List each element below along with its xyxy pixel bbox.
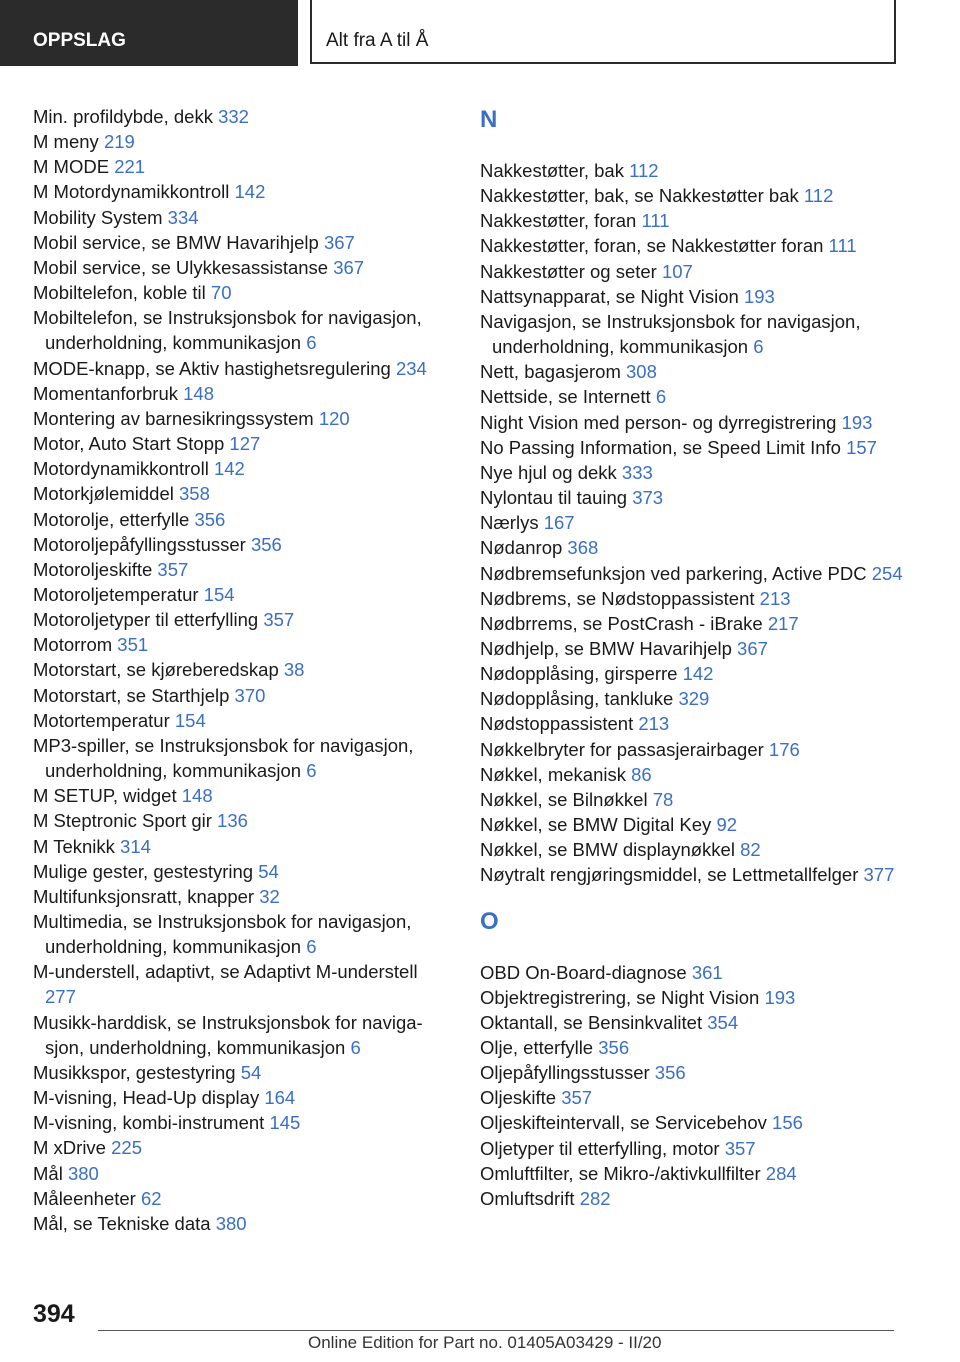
index-entry-text: Nettside, se Internett	[480, 386, 656, 408]
index-entry	[480, 561, 920, 586]
index-entry	[33, 557, 453, 582]
page-reference-link[interactable]: 32	[259, 885, 280, 907]
index-entry	[33, 783, 453, 808]
page-reference-link[interactable]: 62	[140, 1187, 162, 1209]
index-entry	[480, 284, 920, 309]
index-entry	[33, 657, 453, 682]
page-reference-link[interactable]: 357	[561, 1087, 593, 1109]
index-entry	[480, 661, 920, 686]
index-entry-text: M Motordynamikkontroll	[33, 181, 235, 203]
index-entry-text: Nødopplåsing, tankluke	[480, 688, 679, 710]
index-entry-text: Motorolje, etterfylle	[33, 508, 195, 530]
index-entry	[480, 359, 920, 384]
index-entry	[480, 960, 920, 985]
page-reference-link[interactable]: 334	[167, 206, 199, 228]
index-entry	[480, 435, 920, 460]
index-entry-text: M MODE	[33, 156, 115, 178]
index-entry-text: Måleenheter	[33, 1187, 141, 1209]
page-reference-link[interactable]: 213	[759, 587, 791, 609]
index-entry	[33, 834, 453, 859]
index-entry-text: Motorstart, se kjøreberedskap	[33, 659, 284, 681]
page-reference-link[interactable]: 6	[306, 936, 317, 958]
index-entry-text: Mål, se Tekniske data	[33, 1212, 216, 1234]
index-entry-text: Oljepåfyllingsstusser	[480, 1062, 655, 1084]
index-entry-text: Omluftsdrift	[480, 1187, 580, 1209]
index-entry	[33, 431, 453, 456]
index-column-right	[480, 104, 920, 1211]
index-entry-text: Motordynamikkontroll	[33, 458, 214, 480]
index-entry	[480, 208, 920, 233]
index-entry-text: Mål	[33, 1162, 68, 1184]
index-entry	[480, 586, 920, 611]
index-entry-text: Nøkkel, mekanisk	[480, 763, 632, 785]
page-number: 394	[33, 1300, 75, 1328]
page-reference-link[interactable]: 357	[263, 609, 295, 631]
index-entry-text: MP3-spiller, se Instruksjonsbok for navigasjon, underholdning, kommunikasjon	[33, 734, 414, 782]
index-entry	[33, 456, 453, 481]
index-entry-text: Nødbrems, se Nødstoppassistent	[480, 587, 760, 609]
index-entry-text: M-visning, kombi-instrument	[33, 1112, 270, 1134]
page-reference-link[interactable]: 370	[234, 684, 266, 706]
page-reference-link[interactable]: 6	[306, 760, 317, 782]
index-entry	[480, 711, 920, 736]
page-reference-link[interactable]: 164	[264, 1087, 296, 1109]
index-entry-text: No Passing Information, se Speed Limit Info	[480, 436, 847, 458]
index-entry-text: Min. profildybde, dekk	[33, 106, 219, 127]
index-entry	[33, 708, 453, 733]
index-entry-text: Montering av barnesikringssystem	[33, 407, 319, 429]
page-reference-link[interactable]: 377	[863, 864, 895, 886]
index-entry	[33, 305, 453, 355]
page-reference-link[interactable]: 154	[203, 583, 235, 605]
index-entry	[33, 1110, 453, 1135]
index-entry-text: M Teknikk	[33, 835, 121, 857]
page-reference-link[interactable]: 333	[621, 461, 653, 483]
footer-divider	[98, 1330, 894, 1331]
index-entry-text: Nøkkelbryter for passasjerairbager	[480, 738, 769, 760]
index-entry	[33, 733, 453, 783]
page-reference-link[interactable]: 82	[740, 839, 761, 861]
page-reference-link[interactable]: 92	[716, 814, 738, 836]
index-entry-text: Motorkjølemiddel	[33, 483, 179, 505]
page-reference-link[interactable]: 167	[543, 512, 575, 534]
page-reference-link[interactable]: 380	[67, 1162, 99, 1184]
index-entry	[33, 532, 453, 557]
page-reference-link[interactable]: 284	[765, 1162, 797, 1184]
page-reference-link[interactable]: 308	[626, 361, 657, 383]
index-entry	[33, 205, 453, 230]
index-entry	[33, 104, 453, 129]
index-entry	[480, 1136, 920, 1161]
page-reference-link[interactable]: 367	[737, 637, 768, 659]
edition-info: Online Edition for Part no. 01405A03429 - II/20	[308, 1333, 662, 1352]
index-entry	[33, 129, 453, 154]
page-reference-link[interactable]: 234	[395, 357, 427, 379]
page-reference-link[interactable]: 368	[567, 537, 599, 559]
page-reference-link[interactable]: 157	[846, 436, 877, 458]
index-entry	[480, 309, 920, 359]
page-reference-link[interactable]: 356	[194, 508, 226, 530]
page-reference-link[interactable]: 176	[768, 738, 800, 760]
index-entry	[480, 259, 920, 284]
page-reference-link[interactable]: 367	[333, 256, 365, 278]
index-entry	[33, 632, 453, 657]
index-entry	[33, 1135, 453, 1160]
index-entry-text: Oljeskifte	[480, 1087, 562, 1109]
page-reference-link[interactable]: 154	[174, 709, 206, 731]
index-entry-text: Nye hjul og dekk	[480, 461, 622, 483]
page-reference-link[interactable]: 142	[213, 458, 245, 480]
index-entry	[33, 808, 453, 833]
index-entry	[480, 410, 920, 435]
index-entry-text: Omluftfilter, se Mikro-/aktivkullfilter	[480, 1162, 766, 1184]
index-entry-text: Motoroljeskifte	[33, 558, 158, 580]
index-entry	[480, 535, 920, 560]
chapter-title: Alt fra A til Å	[310, 0, 896, 64]
page-reference-link[interactable]: 351	[117, 634, 149, 656]
index-entry	[480, 636, 920, 661]
index-entry-text: Musikk-harddisk, se Instruksjonsbok for navigasjon, underholdning, kommunikasjon	[33, 1011, 423, 1058]
page-reference-link[interactable]: 380	[215, 1212, 247, 1234]
page-reference-link[interactable]: 329	[678, 688, 710, 710]
index-entry-text: Motoroljetemperatur	[33, 583, 204, 605]
page-reference-link[interactable]: 6	[655, 386, 667, 408]
index-entry	[480, 1035, 920, 1060]
page-reference-link[interactable]: 361	[691, 961, 723, 983]
page-reference-link[interactable]: 357	[157, 558, 189, 580]
page-reference-link[interactable]: 148	[183, 382, 214, 404]
page-reference-link[interactable]: 357	[724, 1137, 756, 1159]
index-entry-text: Musikkspor, gestestyring	[33, 1061, 241, 1083]
index-entry	[33, 582, 453, 607]
page-reference-link[interactable]: 70	[210, 282, 232, 304]
index-entry-text: Nødbrrems, se PostCrash - iBrake	[480, 612, 768, 634]
index-entry	[480, 862, 920, 887]
index-entry	[33, 381, 453, 406]
index-entry-text: Nakkestøtter, bak	[480, 160, 630, 181]
index-entry-text: Nøkkel, se Bilnøkkel	[480, 788, 653, 810]
page-reference-link[interactable]: 356	[250, 533, 282, 555]
page-reference-link[interactable]: 219	[103, 131, 135, 153]
index-entry-text: Oljeskifteintervall, se Servicebehov	[480, 1112, 773, 1134]
index-entry-text: Nøytralt rengjøringsmiddel, se Lettmetallfelger	[480, 864, 864, 886]
index-entry	[480, 787, 920, 812]
index-entry	[480, 1085, 920, 1110]
index-entry-text: Night Vision med person- og dyrregistrering	[480, 411, 842, 433]
index-entry	[33, 859, 453, 884]
page-reference-link[interactable]: 254	[871, 562, 903, 584]
page-reference-link[interactable]: 193	[841, 411, 873, 433]
index-entry-text: Nakkestøtter, foran	[480, 210, 642, 232]
index-entry	[33, 356, 453, 381]
index-entry-text: Navigasjon, se Instruksjonsbok for navigasjon, underholdning, kommunikasjon	[480, 310, 861, 358]
section-tab: OPPSLAG	[0, 0, 298, 66]
index-entry	[33, 179, 453, 204]
index-entry	[480, 460, 920, 485]
index-entry-text: Nakkestøtter, foran, se Nakkestøtter foran	[480, 235, 829, 257]
index-entry-text: Oljetyper til etterfylling, motor	[480, 1137, 725, 1159]
index-entry-text: Momentanforbruk	[33, 382, 184, 404]
index-entry-text: Mulige gester, gestestyring	[33, 860, 259, 882]
index-entry	[33, 884, 453, 909]
index-entry-text: Mobiltelefon, se Instruksjonsbok for navigasjon, underholdning, kommunikasjon	[33, 307, 422, 354]
index-entry-text: OBD On-Board-diagnose	[480, 961, 692, 983]
index-entry	[33, 1060, 453, 1085]
index-entry	[33, 507, 453, 532]
index-entry-text: Motorrom	[33, 634, 118, 656]
index-entry-text: Motoroljetyper til etterfylling	[33, 609, 264, 631]
index-entry	[33, 683, 453, 708]
index-entry	[33, 1085, 453, 1110]
page-reference-link[interactable]: 38	[283, 659, 305, 681]
index-entry-text: Olje, etterfylle	[480, 1037, 599, 1058]
page-reference-link[interactable]: 107	[661, 260, 693, 282]
index-entry-text: Motorstart, se Starthjelp	[33, 684, 235, 706]
index-entry	[33, 1211, 453, 1236]
page-reference-link[interactable]: 221	[114, 156, 146, 178]
index-entry	[33, 154, 453, 179]
page-reference-link[interactable]: 193	[743, 285, 775, 307]
index-entry-text: MODE-knapp, se Aktiv hastighetsregulering	[33, 357, 396, 379]
index-entry	[480, 158, 920, 183]
index-entry-text: Nødstoppassistent	[480, 713, 639, 735]
index-entry	[480, 510, 920, 535]
page-reference-link[interactable]: 367	[323, 231, 355, 253]
index-entry	[33, 909, 453, 959]
page-reference-link[interactable]: 145	[269, 1112, 301, 1134]
index-entry-text: Nødbremsefunksjon ved parkering, Active PDC	[480, 562, 872, 584]
index-entry	[480, 611, 920, 636]
page-reference-link[interactable]: 120	[318, 407, 350, 429]
index-entry	[33, 607, 453, 632]
index-entry	[33, 481, 453, 506]
page-reference-link[interactable]: 6	[753, 336, 764, 358]
index-entry-text: Mobil service, se Ulykkesassistanse	[33, 256, 334, 278]
page-reference-link[interactable]: 54	[240, 1061, 262, 1083]
page-reference-link[interactable]: 6	[350, 1036, 361, 1058]
index-entry	[480, 485, 920, 510]
index-entry-text: Motor, Auto Start Stopp	[33, 433, 230, 455]
page-reference-link[interactable]: 373	[632, 487, 664, 509]
index-entry-text: Nødhjelp, se BMW Havarihjelp	[480, 637, 738, 659]
index-entry	[480, 985, 920, 1010]
index-entry-text: Motortemperatur	[33, 709, 175, 731]
index-entry-text: Nett, bagasjerom	[480, 361, 627, 383]
page-reference-link[interactable]: 277	[45, 986, 76, 1008]
index-entry	[33, 280, 453, 305]
index-entry-text: M-visning, Head-Up display	[33, 1087, 265, 1109]
index-letter-o: O	[480, 907, 499, 935]
page-reference-link[interactable]: 54	[258, 860, 279, 882]
index-entry	[480, 686, 920, 711]
index-entry-text: Nødanrop	[480, 537, 568, 559]
page-reference-link[interactable]: 142	[682, 663, 714, 685]
page-reference-link[interactable]: 112	[803, 185, 834, 207]
index-entry-text: M-understell, adaptivt, se Adaptivt M-understell	[33, 961, 418, 983]
index-entry	[480, 762, 920, 787]
index-entry-text: Mobility System	[33, 206, 168, 228]
index-entry	[33, 406, 453, 431]
index-entry	[480, 837, 920, 862]
index-entry	[33, 1161, 453, 1186]
index-entry-text: M xDrive	[33, 1137, 112, 1159]
index-entry	[33, 959, 453, 1009]
index-entry-text: Multimedia, se Instruksjonsbok for navigasjon, underholdning, kommunikasjon	[33, 911, 412, 958]
index-entry-text: Nakkestøtter, bak, se Nakkestøtter bak	[480, 185, 804, 207]
index-letter-n: N	[480, 106, 498, 133]
page-reference-link[interactable]: 148	[181, 785, 213, 807]
index-column-left	[33, 104, 453, 1236]
index-entry	[480, 384, 920, 409]
page-reference-link[interactable]: 332	[218, 106, 249, 127]
index-entry-text: Nærlys	[480, 512, 544, 534]
page-reference-link[interactable]: 78	[652, 788, 674, 810]
page-reference-link[interactable]: 314	[120, 835, 151, 857]
index-entry-text: M SETUP, widget	[33, 785, 182, 807]
index-entry-text: M meny	[33, 131, 104, 153]
page-header	[0, 0, 960, 66]
index-entry	[480, 812, 920, 837]
index-entry	[480, 1186, 920, 1211]
page-reference-link[interactable]: 225	[111, 1137, 142, 1159]
page-reference-link[interactable]: 86	[631, 763, 652, 785]
index-entry-text: Multifunksjonsratt, knapper	[33, 885, 260, 907]
page-reference-link[interactable]: 282	[579, 1187, 611, 1209]
index-entry	[480, 233, 920, 258]
page-reference-link[interactable]: 356	[654, 1062, 686, 1084]
page-reference-link[interactable]: 142	[234, 181, 266, 203]
page-reference-link[interactable]: 112	[629, 160, 659, 181]
page-reference-link[interactable]: 136	[217, 810, 248, 832]
index-entry	[480, 1060, 920, 1085]
page-reference-link[interactable]: 217	[767, 612, 799, 634]
index-entry-text: Nylontau til tauing	[480, 487, 633, 509]
page-reference-link[interactable]: 111	[641, 210, 670, 232]
page-reference-link[interactable]: 193	[764, 986, 796, 1008]
index-entry-text: Nakkestøtter og seter	[480, 260, 662, 282]
index-entry-text: Nøkkel, se BMW Digital Key	[480, 814, 717, 836]
index-list-o	[480, 960, 920, 1212]
index-entry	[480, 1110, 920, 1135]
page-reference-link[interactable]: 156	[772, 1112, 803, 1134]
page-reference-link[interactable]: 358	[179, 483, 210, 505]
index-entry-text: Objektregistrering, se Night Vision	[480, 986, 765, 1008]
index-entry	[33, 1186, 453, 1211]
index-entry-text: Nødopplåsing, girsperre	[480, 663, 683, 685]
index-entry-text: Motoroljepåfyllingsstusser	[33, 533, 251, 555]
page-reference-link[interactable]: 111	[828, 235, 857, 257]
page-reference-link[interactable]: 356	[598, 1037, 630, 1058]
index-entry	[33, 230, 453, 255]
index-entry	[480, 1010, 920, 1035]
index-entry-text: Nattsynapparat, se Night Vision	[480, 285, 744, 307]
index-entry-text: Oktantall, se Bensinkvalitet	[480, 1011, 708, 1033]
page-reference-link[interactable]: 213	[638, 713, 670, 735]
index-entry	[33, 1010, 453, 1060]
page-reference-link[interactable]: 6	[306, 332, 317, 354]
page-reference-link[interactable]: 354	[707, 1011, 739, 1033]
index-entry	[480, 183, 920, 208]
index-list-n	[480, 158, 920, 888]
index-entry-text: Mobiltelefon, koble til	[33, 282, 211, 304]
index-entry-text: M Steptronic Sport gir	[33, 810, 218, 832]
index-entry	[480, 737, 920, 762]
page-reference-link[interactable]: 127	[229, 433, 261, 455]
index-entry-text: Nøkkel, se BMW displaynøkkel	[480, 839, 741, 861]
index-entry	[480, 1161, 920, 1186]
index-entry-text: Mobil service, se BMW Havarihjelp	[33, 231, 324, 253]
index-entry	[33, 255, 453, 280]
